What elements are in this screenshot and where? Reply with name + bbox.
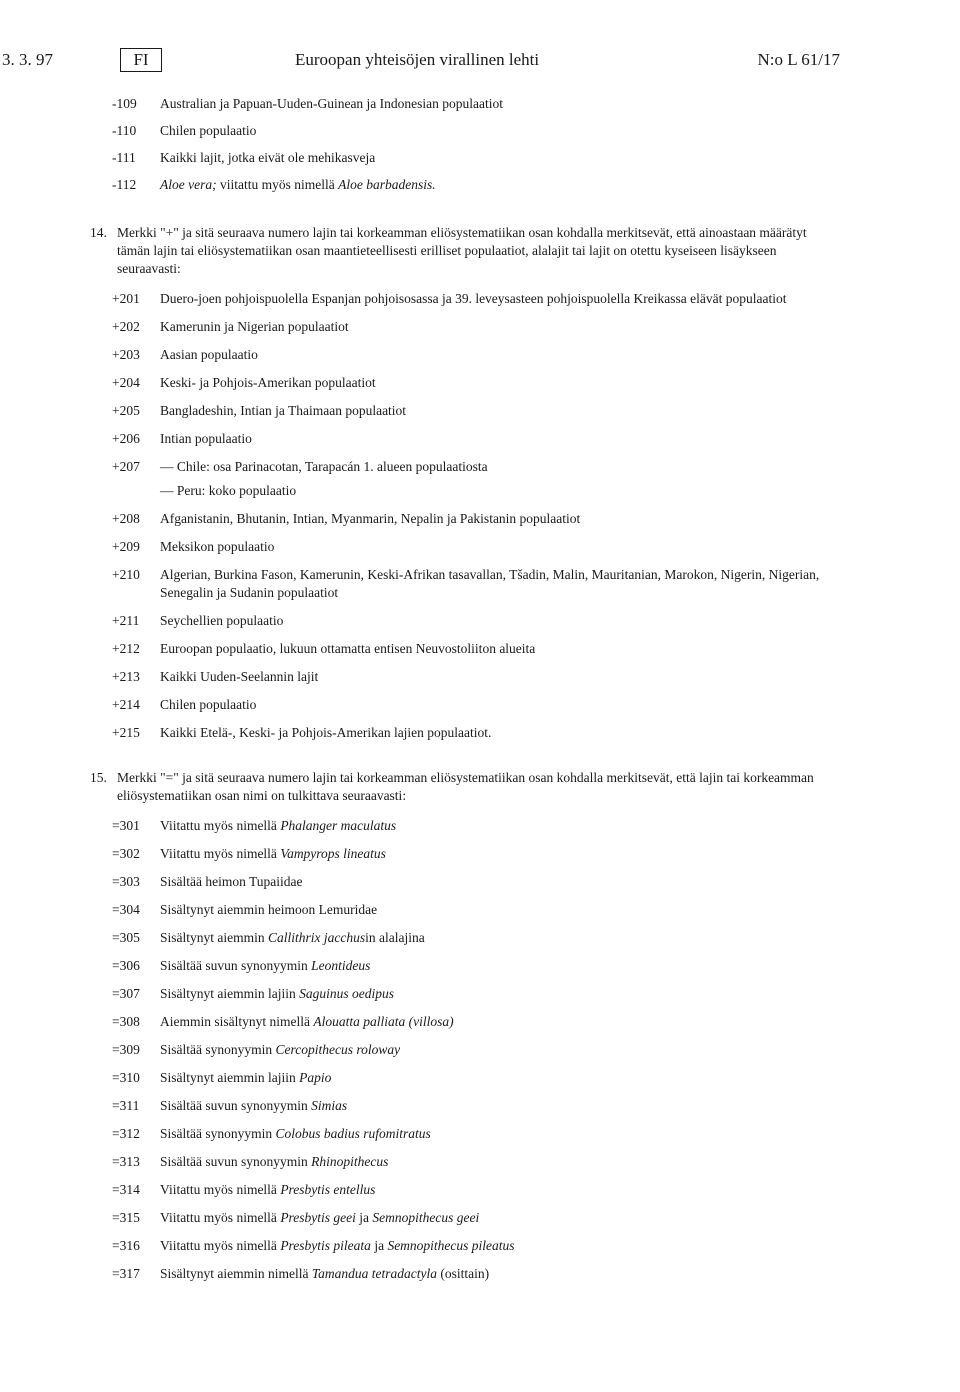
list-item bbox=[0, 1181, 960, 1199]
item-code: +214 bbox=[112, 697, 140, 712]
list-item bbox=[0, 817, 960, 835]
item-text bbox=[160, 1154, 388, 1169]
text-run: Sisältää suvun synonyymin bbox=[160, 1098, 312, 1113]
item-text: Kaikki Etelä-, Keski- ja Pohjois-Amerikan lajien populaatiot. bbox=[160, 725, 492, 740]
item-text: — Chile: osa Parinacotan, Tarapacán 1. alueen populaatiosta bbox=[160, 459, 488, 474]
item-code: +202 bbox=[112, 319, 140, 334]
item-code: =302 bbox=[112, 846, 140, 861]
list-item bbox=[0, 149, 960, 167]
list-item bbox=[0, 1153, 960, 1171]
item-text bbox=[160, 1014, 454, 1029]
text-run: Viitattu myös nimellä bbox=[160, 1210, 281, 1225]
taxon-name: Semnopithecus geei bbox=[372, 1210, 480, 1225]
list-item bbox=[0, 538, 960, 556]
item-code: +206 bbox=[112, 431, 140, 446]
item-text: Algerian, Burkina Fason, Kamerunin, Keski-Afrikan tasavallan, Tšadin, Malin, Mauritanian, Marokon, Nigerin, Nigerian, Senegalin ja Sudanin populaatiot bbox=[160, 567, 820, 600]
item-code: +203 bbox=[112, 347, 140, 362]
item-code: +208 bbox=[112, 511, 140, 526]
list-item bbox=[0, 957, 960, 975]
item-text bbox=[160, 150, 375, 165]
list-item bbox=[0, 640, 960, 658]
item-text bbox=[160, 1182, 375, 1197]
item-text bbox=[160, 818, 396, 833]
item-code: +205 bbox=[112, 403, 140, 418]
item-code: =303 bbox=[112, 874, 140, 889]
taxon-name: Leontideus bbox=[311, 958, 371, 973]
item-code: =314 bbox=[112, 1182, 140, 1197]
item-code: +211 bbox=[112, 613, 140, 628]
list-item bbox=[0, 668, 960, 686]
item-text: Aasian populaatio bbox=[160, 347, 258, 362]
item-text: Bangladeshin, Intian ja Thaimaan populaatiot bbox=[160, 403, 407, 418]
list-item bbox=[0, 430, 960, 448]
taxon-name: Colobus badius rufomitratus bbox=[275, 1126, 431, 1141]
list-item bbox=[0, 1069, 960, 1087]
text-run: viitattu myös nimellä bbox=[216, 177, 339, 192]
item-code: =308 bbox=[112, 1014, 140, 1029]
item-code: =306 bbox=[112, 958, 140, 973]
item-code: +215 bbox=[112, 725, 140, 740]
item-text bbox=[160, 1042, 400, 1057]
list-item bbox=[0, 845, 960, 863]
item-text bbox=[160, 846, 386, 861]
list-item bbox=[0, 1013, 960, 1031]
list-item bbox=[0, 724, 960, 742]
paragraph-text: Merkki "+" ja sitä seuraava numero lajin tai korkeamman eliösystematiikan osan kohdalla merkitsevät, että ainoastaan määrätyt tämän lajin tai eliösystematiikan osan maantieteellisesti erilliset populaatiot, alalajit tai lajit on otettu kyseiseen lisäykseen seuraavasti: bbox=[117, 225, 807, 276]
list-item bbox=[0, 1041, 960, 1059]
list-item bbox=[0, 510, 960, 528]
list-item bbox=[0, 985, 960, 1003]
item-text bbox=[160, 1098, 347, 1113]
paragraph-14 bbox=[0, 224, 960, 278]
taxon-name: Papio bbox=[299, 1070, 332, 1085]
document-body bbox=[0, 95, 960, 1283]
list-item bbox=[0, 458, 960, 476]
taxon-name: Semnopithecus pileatus bbox=[387, 1238, 515, 1253]
item-text bbox=[160, 1126, 431, 1141]
item-text: Afganistanin, Bhutanin, Intian, Myanmarin, Nepalin ja Pakistanin populaatiot bbox=[160, 511, 581, 526]
item-code: -111 bbox=[112, 150, 136, 165]
item-code: +204 bbox=[112, 375, 140, 390]
text-run: Sisältynyt aiemmin bbox=[160, 930, 268, 945]
text-run: in alalajina bbox=[365, 930, 425, 945]
list-item bbox=[0, 873, 960, 891]
taxon-name: Callithrix jacchus bbox=[268, 930, 366, 945]
item-text bbox=[160, 177, 436, 192]
text-run: Sisältynyt aiemmin lajiin bbox=[160, 1070, 300, 1085]
item-text: Kamerunin ja Nigerian populaatiot bbox=[160, 319, 349, 334]
item-code: +201 bbox=[112, 291, 140, 306]
item-code: =317 bbox=[112, 1266, 140, 1281]
item-text bbox=[160, 874, 303, 889]
item-text bbox=[160, 96, 503, 111]
list-item bbox=[0, 1237, 960, 1255]
item-code: =312 bbox=[112, 1126, 140, 1141]
item-code: =301 bbox=[112, 818, 140, 833]
item-code: +210 bbox=[112, 567, 140, 582]
list-item bbox=[0, 1097, 960, 1115]
text-run: Sisältää synonyymin bbox=[160, 1042, 276, 1057]
taxon-name: Aloe vera; bbox=[160, 177, 217, 192]
text-run: Sisältynyt aiemmin nimellä bbox=[160, 1266, 312, 1281]
item-text: Seychellien populaatio bbox=[160, 613, 284, 628]
taxon-name: Rhinopithecus bbox=[311, 1154, 389, 1169]
page-reference: N:o L 61/17 bbox=[757, 50, 840, 69]
list-item bbox=[0, 318, 960, 336]
taxon-name: Alouatta palliata (villosa) bbox=[313, 1014, 454, 1029]
item-code: =315 bbox=[112, 1210, 140, 1225]
text-run: Sisältää suvun synonyymin bbox=[160, 958, 312, 973]
item-text bbox=[160, 123, 256, 138]
item-code: =309 bbox=[112, 1042, 140, 1057]
item-code: =305 bbox=[112, 930, 140, 945]
list-minus bbox=[0, 95, 960, 194]
text-run: Viitattu myös nimellä bbox=[160, 1182, 281, 1197]
taxon-name: Saguinus oedipus bbox=[299, 986, 395, 1001]
item-text: Chilen populaatio bbox=[160, 697, 257, 712]
list-item bbox=[0, 402, 960, 420]
item-code: +209 bbox=[112, 539, 140, 554]
list-item bbox=[0, 696, 960, 714]
item-text: Duero-joen pohjoispuolella Espanjan pohjoisosassa ja 39. leveysasteen pohjoispuolella Kreikassa elävät populaatiot bbox=[160, 291, 787, 306]
item-text: Kaikki Uuden-Seelannin lajit bbox=[160, 669, 319, 684]
list-item bbox=[0, 1209, 960, 1227]
item-text: Meksikon populaatio bbox=[160, 539, 275, 554]
item-code: -112 bbox=[112, 177, 137, 192]
text-run: Viitattu myös nimellä bbox=[160, 1238, 281, 1253]
item-text bbox=[160, 1070, 331, 1085]
list-item bbox=[0, 346, 960, 364]
item-code: =316 bbox=[112, 1238, 140, 1253]
item-text bbox=[160, 1266, 489, 1281]
taxon-name: Phalanger maculatus bbox=[280, 818, 397, 833]
text-run: ja bbox=[370, 1238, 388, 1253]
taxon-name: Simias bbox=[311, 1098, 348, 1113]
item-code: +213 bbox=[112, 669, 140, 684]
item-text: Keski- ja Pohjois-Amerikan populaatiot bbox=[160, 375, 376, 390]
text-run: Australian ja Papuan-Uuden-Guinean ja Indonesian populaatiot bbox=[160, 96, 504, 111]
item-code: =304 bbox=[112, 902, 140, 917]
paragraph-text: Merkki "=" ja sitä seuraava numero lajin tai korkeamman eliösystematiikan osan kohdalla merkitsevät, että lajin tai korkeamman eliösystematiikan osan nimi on tulkittava seuraavasti: bbox=[117, 770, 814, 803]
list-plus bbox=[0, 290, 960, 742]
item-code: =311 bbox=[112, 1098, 140, 1113]
list-equals bbox=[0, 817, 960, 1283]
text-run: Chilen populaatio bbox=[160, 123, 257, 138]
text-run: (osittain) bbox=[437, 1266, 490, 1281]
language-box: FI bbox=[120, 48, 162, 72]
list-item bbox=[0, 122, 960, 140]
taxon-name: Tamandua tetradactyla bbox=[311, 1266, 437, 1281]
item-text bbox=[160, 902, 377, 917]
list-item bbox=[0, 374, 960, 392]
text-run: Sisältynyt aiemmin heimoon Lemuridae bbox=[160, 902, 378, 917]
text-run: Aiemmin sisältynyt nimellä bbox=[160, 1014, 314, 1029]
item-text: Intian populaatio bbox=[160, 431, 252, 446]
list-item bbox=[0, 1265, 960, 1283]
item-code: =313 bbox=[112, 1154, 140, 1169]
item-code: =307 bbox=[112, 986, 140, 1001]
text-run: Sisältää synonyymin bbox=[160, 1126, 276, 1141]
text-run: ja bbox=[355, 1210, 373, 1225]
item-code: =310 bbox=[112, 1070, 140, 1085]
paragraph-number: 14. bbox=[90, 225, 107, 240]
item-code: -110 bbox=[112, 123, 137, 138]
text-run: Sisältää suvun synonyymin bbox=[160, 1154, 312, 1169]
text-run: Kaikki lajit, jotka eivät ole mehikasveja bbox=[160, 150, 376, 165]
text-run: Sisältynyt aiemmin lajiin bbox=[160, 986, 300, 1001]
list-item-continuation: — Peru: koko populaatio bbox=[160, 483, 297, 498]
text-run: Viitattu myös nimellä bbox=[160, 846, 281, 861]
item-text bbox=[160, 986, 394, 1001]
item-code: +207 bbox=[112, 459, 140, 474]
text-run: Viitattu myös nimellä bbox=[160, 818, 281, 833]
list-item bbox=[0, 566, 960, 602]
item-text: Euroopan populaatio, lukuun ottamatta entisen Neuvostoliiton alueita bbox=[160, 641, 536, 656]
item-text bbox=[160, 1210, 479, 1225]
paragraph-number: 15. bbox=[90, 770, 107, 785]
item-text bbox=[160, 1238, 515, 1253]
taxon-name: Presbytis entellus bbox=[280, 1182, 376, 1197]
item-code: +212 bbox=[112, 641, 140, 656]
header-date: 3. 3. 97 bbox=[2, 50, 53, 69]
taxon-name: Aloe barbadensis. bbox=[338, 177, 436, 192]
taxon-name: Cercopithecus roloway bbox=[275, 1042, 401, 1057]
list-item bbox=[0, 929, 960, 947]
list-item bbox=[0, 612, 960, 630]
list-item bbox=[0, 95, 960, 113]
list-item bbox=[0, 1125, 960, 1143]
list-item bbox=[0, 290, 960, 308]
item-text bbox=[160, 930, 425, 945]
taxon-name: Vampyrops lineatus bbox=[280, 846, 386, 861]
list-item bbox=[0, 901, 960, 919]
taxon-name: Presbytis pileata bbox=[280, 1238, 371, 1253]
taxon-name: Presbytis geei bbox=[280, 1210, 356, 1225]
page-header bbox=[0, 48, 960, 76]
journal-title: Euroopan yhteisöjen virallinen lehti bbox=[295, 50, 540, 69]
item-text bbox=[160, 958, 370, 973]
list-item bbox=[0, 176, 960, 194]
text-run: Sisältää heimon Tupaiidae bbox=[160, 874, 303, 889]
item-code: -109 bbox=[112, 96, 137, 111]
paragraph-15 bbox=[0, 769, 960, 805]
